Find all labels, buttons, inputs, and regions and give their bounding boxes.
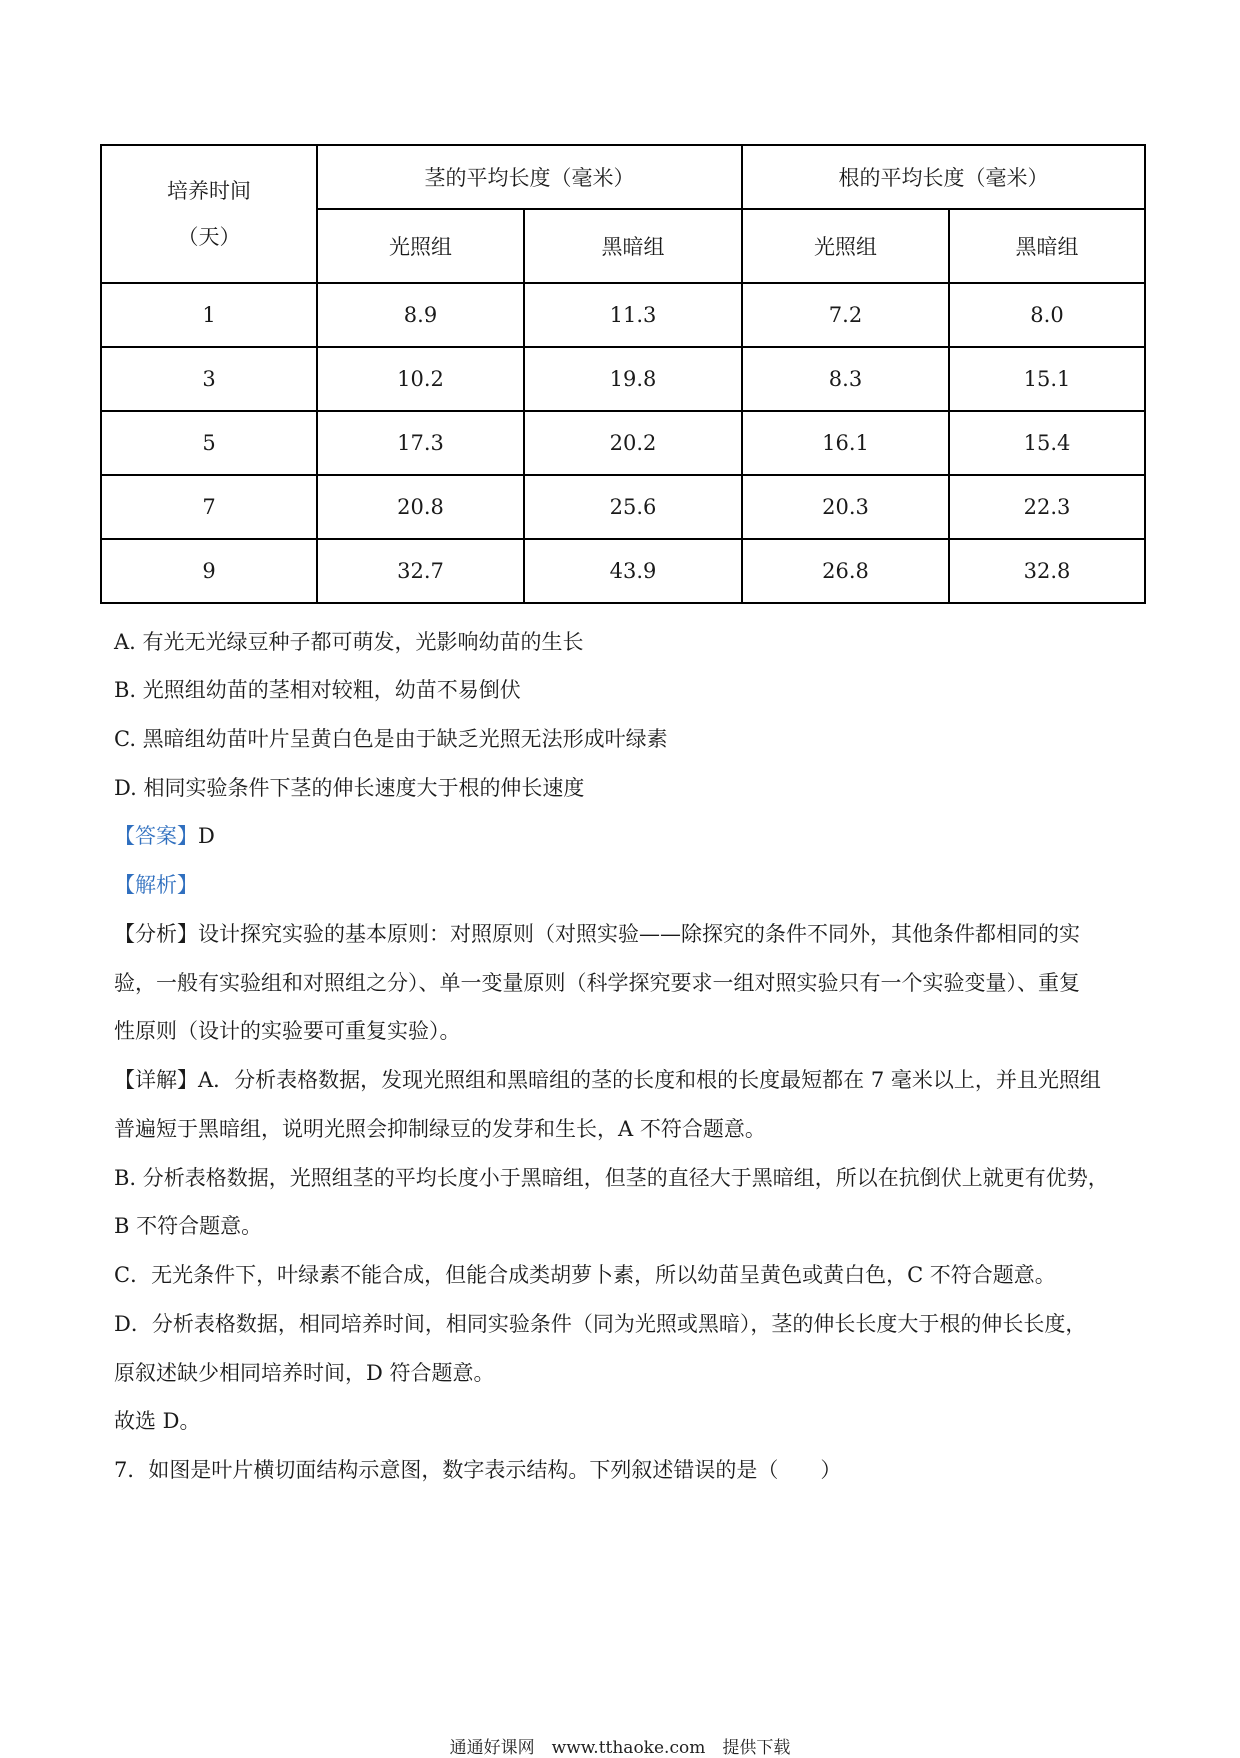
cell-stem-light: 10.2 <box>317 347 524 411</box>
header-root-dark: 黑暗组 <box>949 209 1145 283</box>
option-b: B. 光照组幼苗的茎相对较粗，幼苗不易倒伏 <box>114 678 521 702</box>
detail-d-line-2: 原叙述缺少相同培养时间，D 符合题意。 <box>114 1361 495 1385</box>
table-row <box>101 475 1145 539</box>
analysis-label: 【解析】 <box>114 873 198 897</box>
table-row <box>101 539 1145 603</box>
header-stem: 茎的平均长度（毫米） <box>317 145 742 209</box>
page-footer: 通通好课网 www.tthaoke.com 提供下载 <box>449 1738 791 1758</box>
cell-stem-light: 20.8 <box>317 475 524 539</box>
detail-b-line-2: B 不符合题意。 <box>114 1214 263 1238</box>
header-time <box>101 145 317 283</box>
cell-day: 7 <box>101 475 317 539</box>
detail-b-line-1: B. 分析表格数据，光照组茎的平均长度小于黑暗组，但茎的直径大于黑暗组，所以在抗倒伏上就更有优势， <box>114 1166 1109 1190</box>
cell-root-light: 16.1 <box>742 411 949 475</box>
cell-root-dark: 15.4 <box>949 411 1145 475</box>
cell-root-light: 7.2 <box>742 283 949 347</box>
cell-root-light: 26.8 <box>742 539 949 603</box>
cell-root-light: 20.3 <box>742 475 949 539</box>
answer-value: D <box>198 824 215 848</box>
question-7: 7．如图是叶片横切面结构示意图，数字表示结构。下列叙述错误的是（ ） <box>114 1458 842 1482</box>
cell-stem-dark: 43.9 <box>524 539 742 603</box>
cell-day: 3 <box>101 347 317 411</box>
detail-a-line-1: 【详解】A．分析表格数据，发现光照组和黑暗组的茎的长度和根的长度最短都在 7 毫米以上，并且光照组 <box>114 1068 1101 1092</box>
cell-stem-dark: 20.2 <box>524 411 742 475</box>
conclusion: 故选 D。 <box>114 1409 201 1433</box>
cell-stem-light: 32.7 <box>317 539 524 603</box>
header-stem-light: 光照组 <box>317 209 524 283</box>
data-table <box>100 144 1146 604</box>
header-time-line1: 培养时间 <box>167 179 251 203</box>
cell-stem-dark: 19.8 <box>524 347 742 411</box>
analysis-line-3: 性原则（设计的实验要可重复实验）。 <box>114 1019 461 1043</box>
option-d: D. 相同实验条件下茎的伸长速度大于根的伸长速度 <box>114 776 585 800</box>
analysis-line-2: 验，一般有实验组和对照组之分）、单一变量原则（科学探究要求一组对照实验只有一个实验变量）、重复 <box>114 971 1080 995</box>
table-row <box>101 347 1145 411</box>
table-row <box>101 411 1145 475</box>
cell-stem-light: 8.9 <box>317 283 524 347</box>
analysis-line-1: 【分析】设计探究实验的基本原则：对照原则（对照实验——除探究的条件不同外，其他条件都相同的实 <box>114 922 1080 946</box>
answer <box>114 820 215 850</box>
answer-label: 【答案】 <box>114 824 198 848</box>
cell-stem-light: 17.3 <box>317 411 524 475</box>
table-row <box>101 283 1145 347</box>
cell-day: 1 <box>101 283 317 347</box>
cell-root-dark: 22.3 <box>949 475 1145 539</box>
cell-day: 9 <box>101 539 317 603</box>
cell-root-light: 8.3 <box>742 347 949 411</box>
detail-d-line-1: D．分析表格数据，相同培养时间，相同实验条件（同为光照或黑暗），茎的伸长长度大于根的伸长长度， <box>114 1312 1087 1336</box>
cell-root-dark: 15.1 <box>949 347 1145 411</box>
cell-root-dark: 8.0 <box>949 283 1145 347</box>
header-root-light: 光照组 <box>742 209 949 283</box>
option-a: A. 有光无光绿豆种子都可萌发，光影响幼苗的生长 <box>114 630 584 654</box>
cell-stem-dark: 11.3 <box>524 283 742 347</box>
header-time-line2: （天） <box>177 225 241 249</box>
detail-a-line-2: 普遍短于黑暗组，说明光照会抑制绿豆的发芽和生长，A 不符合题意。 <box>114 1117 766 1141</box>
cell-stem-dark: 25.6 <box>524 475 742 539</box>
detail-c-line-1: C．无光条件下，叶绿素不能合成，但能合成类胡萝卜素，所以幼苗呈黄色或黄白色，C 不符合题意。 <box>114 1263 1056 1287</box>
cell-root-dark: 32.8 <box>949 539 1145 603</box>
option-c: C. 黑暗组幼苗叶片呈黄白色是由于缺乏光照无法形成叶绿素 <box>114 727 668 751</box>
cell-day: 5 <box>101 411 317 475</box>
header-stem-dark: 黑暗组 <box>524 209 742 283</box>
header-root: 根的平均长度（毫米） <box>742 145 1145 209</box>
